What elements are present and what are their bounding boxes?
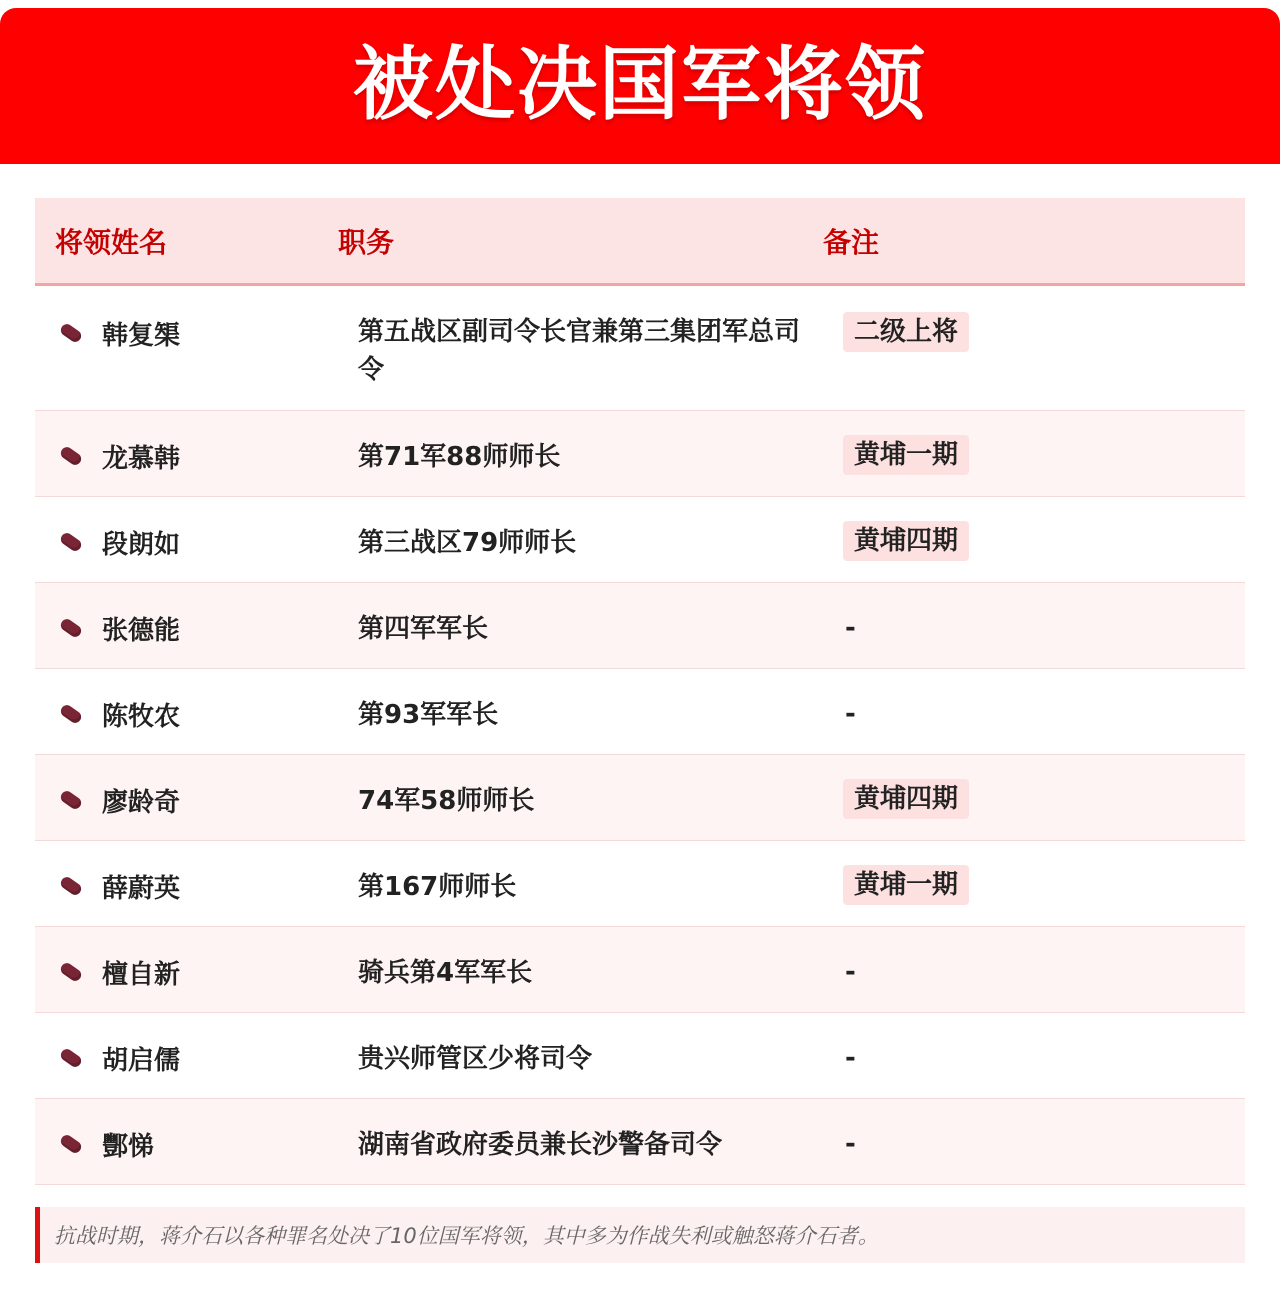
note-text: -	[845, 1129, 856, 1159]
name-cell	[60, 527, 181, 560]
footnote	[35, 1207, 1245, 1263]
general-duty: 骑兵第4军军长	[358, 958, 533, 988]
table-row	[35, 755, 1245, 841]
general-duty: 第167师师长	[358, 872, 517, 902]
name-cell	[60, 318, 181, 351]
table-row	[35, 583, 1245, 669]
table-row	[35, 497, 1245, 583]
general-name: 段朗如	[102, 529, 181, 560]
table-row	[35, 1099, 1245, 1185]
general-duty: 第五战区副司令长官兼第三集团军总司令	[358, 317, 801, 385]
general-duty: 74军58师师长	[358, 786, 535, 816]
general-name: 胡启儒	[102, 1045, 181, 1076]
general-name: 檀自新	[102, 959, 181, 990]
note-text: -	[845, 957, 856, 987]
general-name: 酆悌	[102, 1131, 155, 1162]
table-row	[35, 927, 1245, 1013]
table-row	[35, 411, 1245, 497]
table-row	[35, 1013, 1245, 1099]
table-row	[35, 286, 1245, 411]
capsule-icon	[59, 445, 84, 467]
name-cell	[60, 785, 181, 818]
column-header-duty: 职务	[338, 225, 395, 259]
column-header-note: 备注	[823, 225, 880, 259]
note-badge: 黄埔一期	[843, 865, 969, 905]
capsule-icon	[59, 1047, 84, 1069]
general-duty: 第四军军长	[358, 614, 489, 644]
note-badge: 二级上将	[843, 312, 969, 352]
general-name: 龙慕韩	[102, 443, 181, 474]
table-row	[35, 669, 1245, 755]
note-text: -	[845, 699, 856, 729]
capsule-icon	[59, 531, 84, 553]
name-cell	[60, 871, 181, 904]
table-header	[35, 198, 1245, 286]
column-header-name: 将领姓名	[55, 225, 168, 259]
name-cell	[60, 957, 181, 990]
note-badge: 黄埔一期	[843, 435, 969, 475]
name-cell	[60, 613, 181, 646]
note-text: -	[845, 1043, 856, 1073]
name-cell	[60, 1129, 155, 1162]
name-cell	[60, 699, 181, 732]
capsule-icon	[59, 875, 84, 897]
capsule-icon	[59, 961, 84, 983]
capsule-icon	[59, 703, 84, 725]
note-badge: 黄埔四期	[843, 779, 969, 819]
general-duty: 第71军88师师长	[358, 442, 561, 472]
note-badge: 黄埔四期	[843, 521, 969, 561]
capsule-icon	[59, 617, 84, 639]
capsule-icon	[59, 789, 84, 811]
note-text: -	[845, 613, 856, 643]
table-body	[35, 286, 1245, 1185]
name-cell	[60, 441, 181, 474]
name-cell	[60, 1043, 181, 1076]
general-name: 张德能	[102, 615, 181, 646]
capsule-icon	[59, 1133, 84, 1155]
general-duty: 第93军军长	[358, 700, 499, 730]
capsule-icon	[59, 322, 84, 344]
general-duty: 贵兴师管区少将司令	[358, 1044, 593, 1074]
page-title: 被处决国军将领	[353, 38, 927, 131]
page-header	[0, 8, 1280, 164]
general-duty: 第三战区79师师长	[358, 528, 577, 558]
general-name: 陈牧农	[102, 701, 181, 732]
footnote-text: 抗战时期，蒋介石以各种罪名处决了10位国军将领，其中多为作战失利或触怒蒋介石者。	[54, 1224, 879, 1248]
table-row	[35, 841, 1245, 927]
general-name: 韩复榘	[102, 320, 181, 351]
general-duty: 湖南省政府委员兼长沙警备司令	[358, 1130, 723, 1160]
generals-table	[35, 198, 1245, 1185]
general-name: 廖龄奇	[102, 787, 181, 818]
general-name: 薛蔚英	[102, 873, 181, 904]
